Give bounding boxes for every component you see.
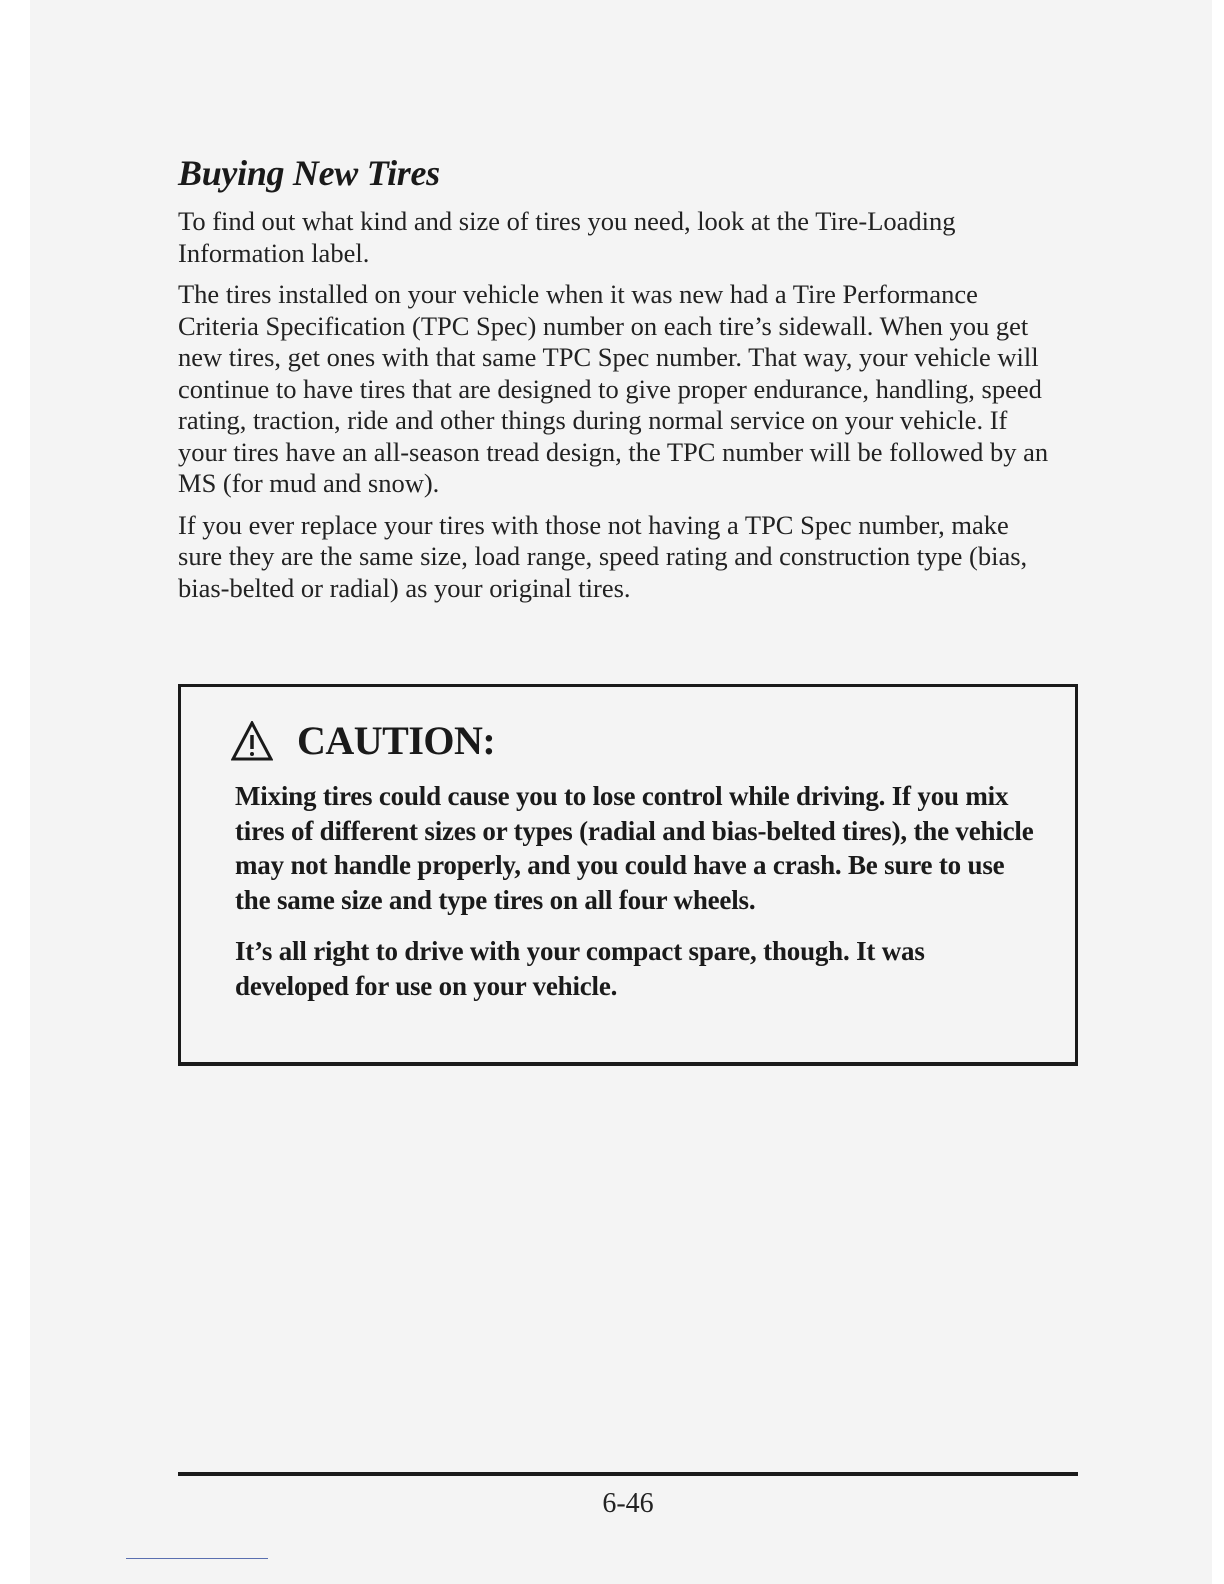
body-paragraph: To find out what kind and size of tires you need, look at the Tire-Loading Information label. — [178, 206, 956, 268]
warning-triangle-icon — [231, 721, 273, 761]
caution-box — [178, 684, 1078, 1066]
caution-paragraph: Mixing tires could cause you to lose control while driving. If you mix tires of different sizes or types (radial and bias-belted tires), the vehicle may not handle properly, and you could have a crash. Be sure to use the same size and type tires on all four wheels. — [235, 781, 1034, 915]
body-paragraph: The tires installed on your vehicle when it was new had a Tire Performance Criteria Specification (TPC Spec) number on each tire’s sidewall. When you get new tires, get ones with that same TPC Spec number. That way, your vehicle will continue to have tires that are designed to give proper endurance, handling, speed rating, traction, ride and other things during normal service on your vehicle. If your tires have an all-season tread design, the TPC number will be followed by an MS (for mud and snow). — [178, 279, 1049, 498]
caution-paragraph: It’s all right to drive with your compact spare, though. It was developed for use on your vehicle. — [235, 936, 925, 1001]
caution-body — [235, 779, 1055, 1020]
body-paragraph: If you ever replace your tires with those not having a TPC Spec number, make sure they are the same size, load range, speed rating and construction type (bias, bias-belted or radial) as your original tires. — [178, 509, 1028, 603]
footer-rule — [178, 1472, 1078, 1476]
caution-header — [231, 717, 495, 764]
caution-title: CAUTION: — [297, 718, 496, 763]
page-number: 6-46 — [602, 1488, 654, 1519]
section-buying-new-tires — [178, 152, 1078, 614]
corner-rule — [126, 1558, 268, 1559]
section-heading: Buying New Tires — [178, 153, 440, 193]
